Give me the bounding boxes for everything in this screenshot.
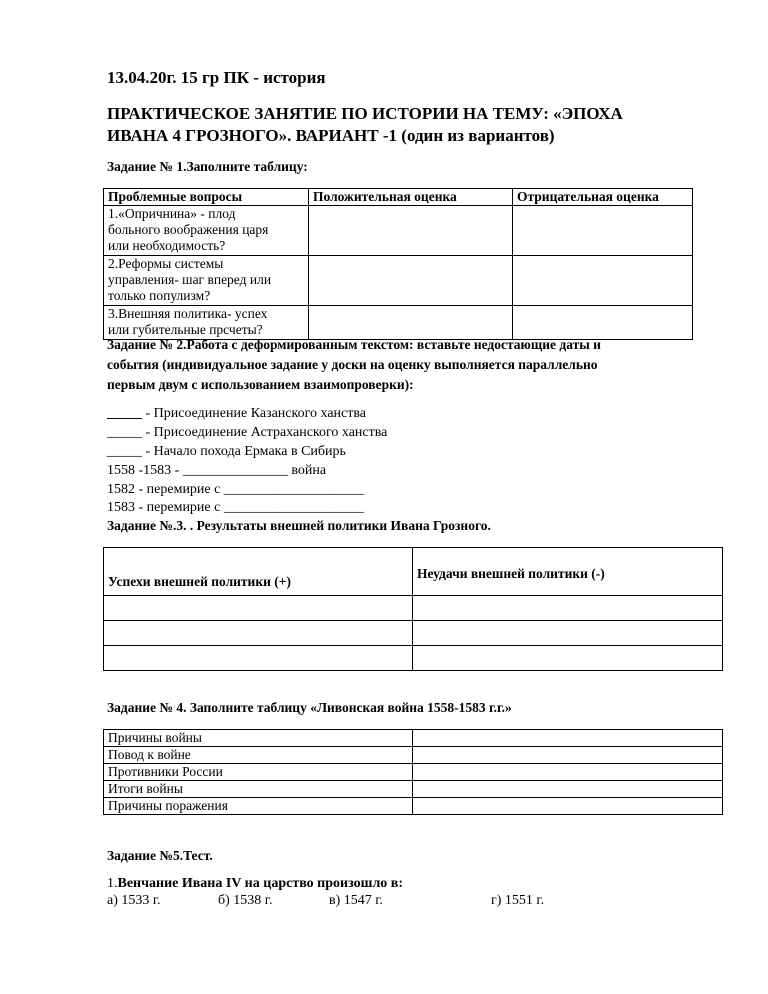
task1-heading: Задание № 1.Заполните таблицу: bbox=[107, 159, 308, 174]
success-cell[interactable] bbox=[104, 646, 413, 671]
row-label: Повод к войне bbox=[104, 747, 413, 764]
question-cell bbox=[104, 256, 309, 306]
answer-cell[interactable] bbox=[413, 764, 723, 781]
task3-table bbox=[103, 547, 723, 671]
timeline-text: - Присоединение Казанского ханства bbox=[142, 406, 366, 421]
cell-line: управления- шаг вперед или bbox=[108, 272, 272, 287]
failure-cell[interactable] bbox=[413, 596, 723, 621]
cell-line: больного воображения царя bbox=[108, 222, 269, 237]
task2-heading-line-3: первым двум с использованием взаимопроверки): bbox=[107, 377, 414, 392]
title-line-2: ИВАНА 4 ГРОЗНОГО». ВАРИАНТ -1 (один из вариантов) bbox=[107, 126, 555, 145]
date-blank[interactable]: _____ bbox=[107, 406, 142, 421]
task4-table bbox=[103, 729, 723, 815]
task3-heading: Задание №.3. . Результаты внешней политики Ивана Грозного. bbox=[107, 518, 491, 533]
timeline-text: - Присоединение Астраханского ханства bbox=[142, 425, 388, 440]
row-label: Итоги войны bbox=[104, 781, 413, 798]
timeline-line: 1558 -1583 - _______________ война bbox=[107, 463, 327, 478]
answer-option[interactable]: в) 1547 г. bbox=[329, 893, 383, 908]
table-row bbox=[104, 747, 723, 764]
table-row bbox=[104, 798, 723, 815]
column-header: Успехи внешней политики (+) bbox=[104, 548, 413, 596]
positive-cell[interactable] bbox=[309, 206, 513, 256]
answer-option[interactable]: г) 1551 г. bbox=[491, 893, 545, 908]
table-row bbox=[104, 646, 723, 671]
timeline-text: - Начало похода Ермака в Сибирь bbox=[142, 444, 346, 459]
table-row bbox=[104, 764, 723, 781]
table-header-row bbox=[104, 548, 723, 596]
table-row bbox=[104, 596, 723, 621]
negative-cell[interactable] bbox=[513, 206, 693, 256]
answer-cell[interactable] bbox=[413, 747, 723, 764]
timeline-line: 1582 - перемирие с ____________________ bbox=[107, 482, 364, 497]
table-row bbox=[104, 206, 693, 256]
answer-cell[interactable] bbox=[413, 730, 723, 747]
date-blank[interactable]: _____ bbox=[107, 444, 142, 459]
question-cell bbox=[104, 206, 309, 256]
timeline-line bbox=[107, 423, 387, 442]
table-header-row bbox=[104, 189, 693, 206]
column-header: Положительная оценка bbox=[309, 189, 513, 206]
date-line: 13.04.20г. 15 гр ПК - история bbox=[107, 68, 326, 87]
positive-cell[interactable] bbox=[309, 256, 513, 306]
task1-table bbox=[103, 188, 693, 340]
failure-cell[interactable] bbox=[413, 646, 723, 671]
column-header: Неудачи внешней политики (-) bbox=[413, 548, 723, 596]
task2-heading-line-2: события (индивидуальное задание у доски на оценку выполняется параллельно bbox=[107, 357, 598, 372]
failure-cell[interactable] bbox=[413, 621, 723, 646]
cell-line: или губительные прсчеты? bbox=[108, 322, 263, 337]
row-label: Причины войны bbox=[104, 730, 413, 747]
success-cell[interactable] bbox=[104, 596, 413, 621]
success-cell[interactable] bbox=[104, 621, 413, 646]
table-row bbox=[104, 781, 723, 798]
column-header: Проблемные вопросы bbox=[104, 189, 309, 206]
row-label: Причины поражения bbox=[104, 798, 413, 815]
cell-line: 3.Внешняя политика- успех bbox=[108, 306, 268, 321]
table-row bbox=[104, 621, 723, 646]
task2-heading-line-1: Задание № 2.Работа с деформированным текстом: вставьте недостающие даты и bbox=[107, 337, 601, 352]
task4-heading: Задание № 4. Заполните таблицу «Ливонская война 1558-1583 г.г.» bbox=[107, 700, 512, 715]
task5-heading: Задание №5.Тест. bbox=[107, 848, 213, 863]
row-label: Противники России bbox=[104, 764, 413, 781]
answer-cell[interactable] bbox=[413, 798, 723, 815]
cell-line: 1.«Опричнина» - плод bbox=[108, 206, 236, 221]
column-header: Отрицательная оценка bbox=[513, 189, 693, 206]
cell-line: или необходимость? bbox=[108, 238, 226, 253]
timeline-line bbox=[107, 404, 366, 423]
cell-line: только популизм? bbox=[108, 288, 211, 303]
question-text: Венчание Ивана IV на царство произошло в: bbox=[117, 876, 404, 891]
answer-option[interactable]: б) 1538 г. bbox=[218, 893, 273, 908]
question-number: 1. bbox=[107, 876, 118, 891]
answer-option[interactable]: а) 1533 г. bbox=[107, 893, 161, 908]
table-row bbox=[104, 730, 723, 747]
date-blank[interactable]: _____ bbox=[107, 425, 142, 440]
table-row bbox=[104, 256, 693, 306]
negative-cell[interactable] bbox=[513, 256, 693, 306]
cell-line: 2.Реформы системы bbox=[108, 256, 224, 271]
title-line-1: ПРАКТИЧЕСКОЕ ЗАНЯТИЕ ПО ИСТОРИИ НА ТЕМУ: «ЭПОХА bbox=[107, 104, 623, 123]
timeline-line bbox=[107, 442, 346, 461]
answer-cell[interactable] bbox=[413, 781, 723, 798]
timeline-line: 1583 - перемирие с ____________________ bbox=[107, 500, 364, 515]
